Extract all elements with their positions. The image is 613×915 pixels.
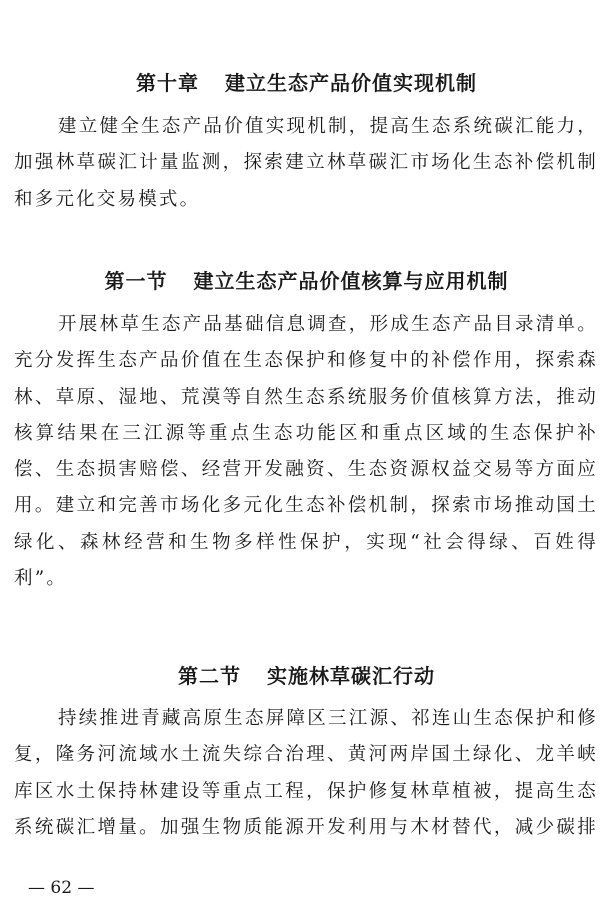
section-heading-1 bbox=[0, 265, 613, 294]
intro-paragraph: 建立健全生态产品价值实现机制，提高生态系统碳汇能力，加强林草碳汇计量监测，探索建立林草碳汇市场化生态补偿机制和多元化交易模式。 bbox=[14, 116, 598, 210]
section-number-1: 第一节 bbox=[104, 269, 168, 293]
page-number: — 62 — bbox=[28, 878, 95, 898]
section-heading-2 bbox=[0, 660, 613, 689]
section-number-2: 第二节 bbox=[178, 664, 241, 688]
section-title-1: 建立生态产品价值核算与应用机制 bbox=[193, 269, 509, 293]
chapter-title: 建立生态产品价值实现机制 bbox=[225, 71, 477, 95]
chapter-number: 第十章 bbox=[136, 71, 199, 95]
section-2-paragraph: 持续推进青藏高原生态屏障区三江源、祁连山生态保护和修复，隆务河流域水土流失综合治理、黄河两岸国土绿化、龙羊峡库区水土保持林建设等重点工程，保护修复林草植被，提高生态系统碳汇增量。加强生物质能源开发利用与木材替代，减少碳排 bbox=[14, 708, 598, 838]
section-1-paragraph: 开展林草生态产品基础信息调查，形成生态产品目录清单。充分发挥生态产品价值在生态保护和修复中的补偿作用，探索森林、草原、湿地、荒漠等自然生态系统服务价值核算方法，推动核算结果在三江源等重点生态功能区和重点区域的生态保护补偿、生态损害赔偿、经营开发融资、生态资源权益交易等方面应用。建立和完善市场化多元化生态补偿机制，探索市场推动国土绿化、森林经营和生物多样性保护，实现“社会得绿、百姓得利”。 bbox=[14, 314, 598, 590]
section-title-2: 实施林草碳汇行动 bbox=[267, 664, 435, 688]
chapter-heading bbox=[0, 67, 613, 96]
